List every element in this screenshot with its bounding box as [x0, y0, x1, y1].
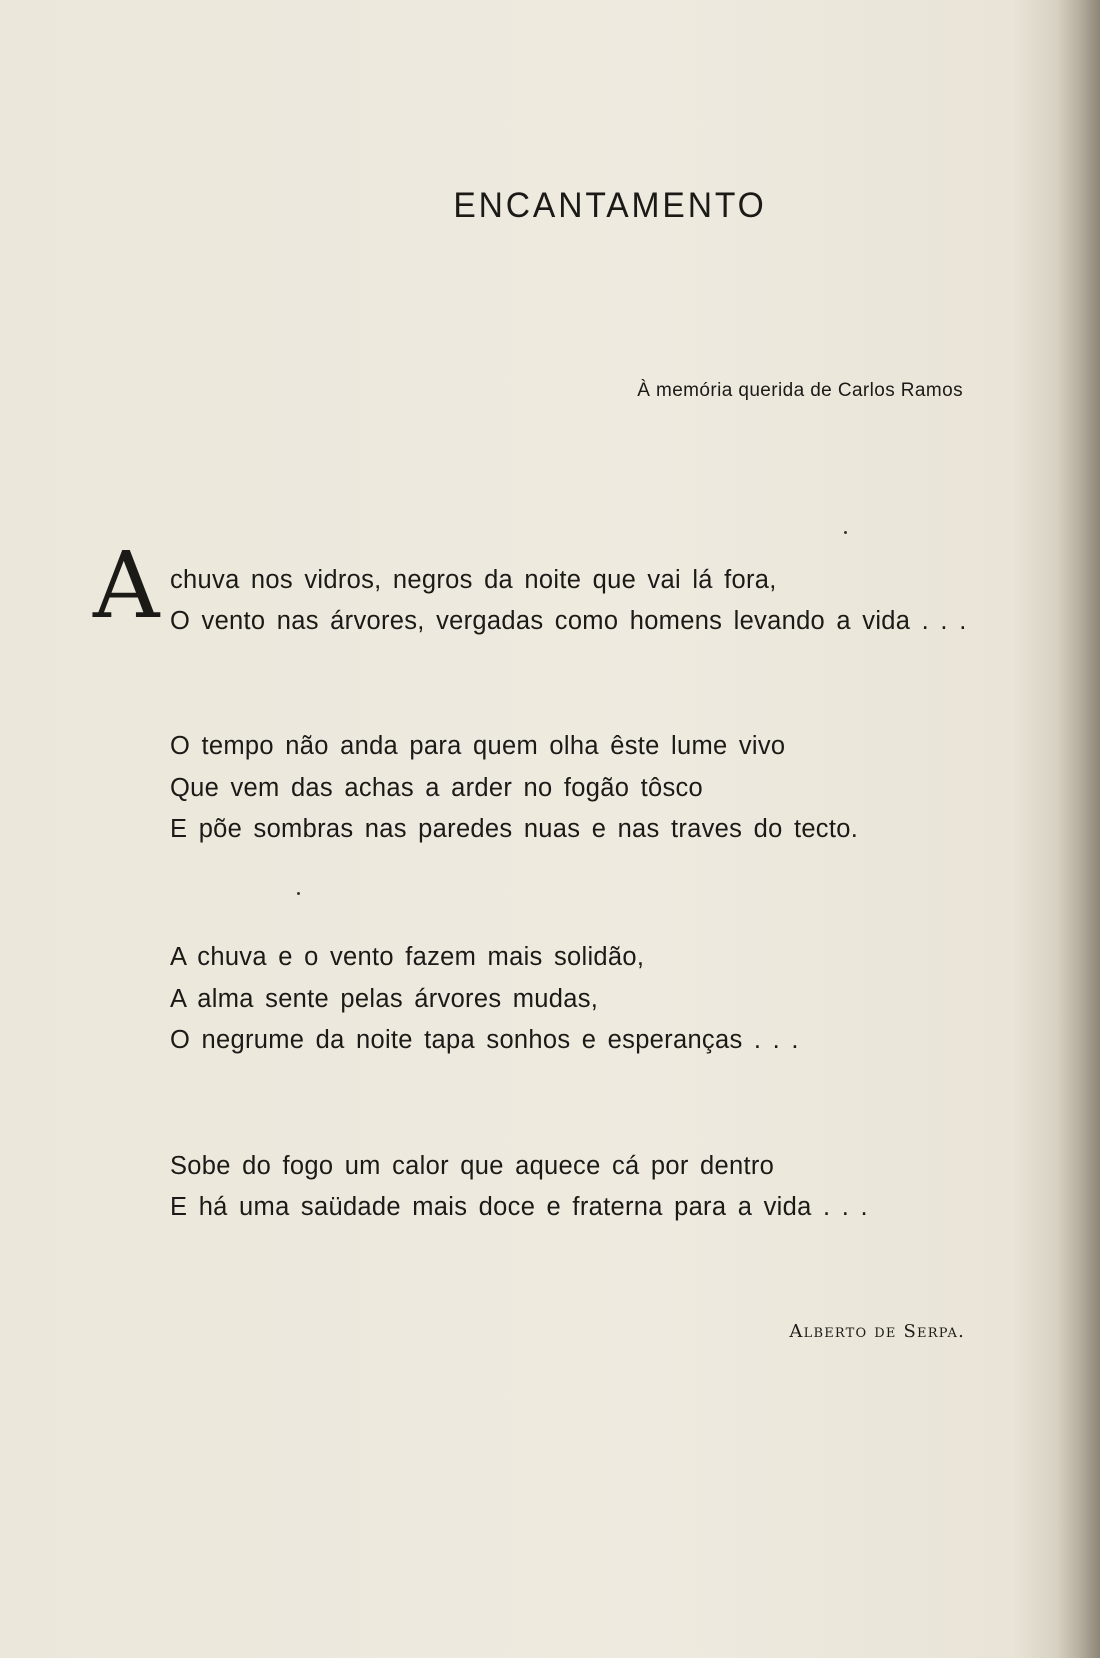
- ink-speck: [297, 892, 300, 895]
- poem-line-2-1: O tempo não anda para quem olha êste lume vivo: [170, 732, 786, 760]
- poem-dedication: À memória querida de Carlos Ramos: [637, 380, 963, 401]
- poem-line-1-2: O vento nas árvores, vergadas como homens levando a vida . . .: [170, 607, 967, 635]
- drop-cap: A: [93, 532, 160, 639]
- poem-line-2-2: Que vem das achas a arder no fogão tôsco: [170, 774, 704, 802]
- poem-line-4-1: Sobe do fogo um calor que aquece cá por dentro: [170, 1152, 775, 1180]
- ink-speck: [844, 531, 847, 534]
- poem-line-1-1: chuva nos vidros, negros da noite que vai lá fora,: [170, 566, 777, 594]
- poem-line-3-1: A chuva e o vento fazem mais solidão,: [170, 943, 645, 971]
- poem-line-3-2: A alma sente pelas árvores mudas,: [170, 985, 599, 1013]
- poem-line-4-2: E há uma saüdade mais doce e fraterna para a vida . . .: [170, 1193, 868, 1221]
- poem-author: Alberto de Serpa.: [789, 1321, 965, 1342]
- poem-title: ENCANTAMENTO: [453, 186, 767, 225]
- poem-line-2-3: E põe sombras nas paredes nuas e nas traves do tecto.: [170, 815, 859, 843]
- poem-line-3-3: O negrume da noite tapa sonhos e esperanças . . .: [170, 1026, 799, 1054]
